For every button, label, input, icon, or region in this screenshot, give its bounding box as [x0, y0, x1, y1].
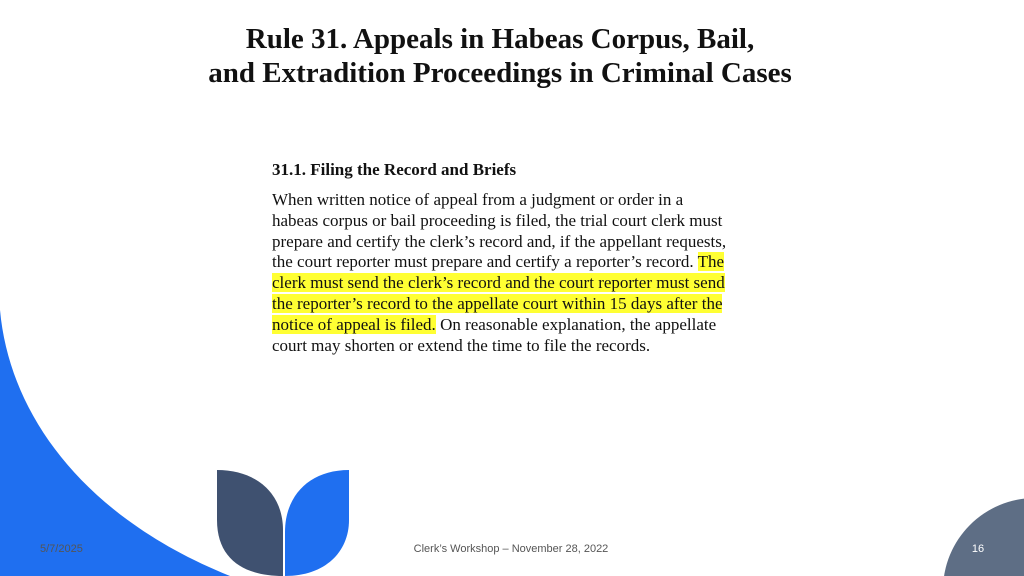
title-line-1: Rule 31. Appeals in Habeas Corpus, Bail,: [245, 23, 755, 55]
section-heading: 31.1. Filing the Record and Briefs: [272, 160, 517, 179]
footer-event-text: Clerk’s Workshop – November 28, 2022: [413, 543, 609, 555]
highlighted-deadline-text: The clerk must send the clerk’s record and the court reporter must send the reporter’s record to the appellate court within 15 days after the notice of appeal is filed.: [272, 252, 725, 334]
title-line-2: and Extradition Proceedings in Criminal Cases: [208, 57, 792, 89]
rule-content: [272, 160, 732, 356]
footer-date: 5/7/2025: [40, 543, 83, 555]
body-text-intro: When written notice of appeal from a judgment or order in a habeas corpus or bail proceeding is filed, the trial court clerk must prepare and certify the clerk’s record and, if the appellant requests, the court reporter must prepare and certify a reporter’s record.: [272, 190, 727, 272]
rule-body-text: [272, 190, 732, 356]
slide-page-number: 16: [971, 543, 985, 555]
slide-title: [150, 22, 850, 90]
body-text-closing: On reasonable explanation, the appellate court may shorten or extend the time to file the records.: [272, 314, 717, 355]
